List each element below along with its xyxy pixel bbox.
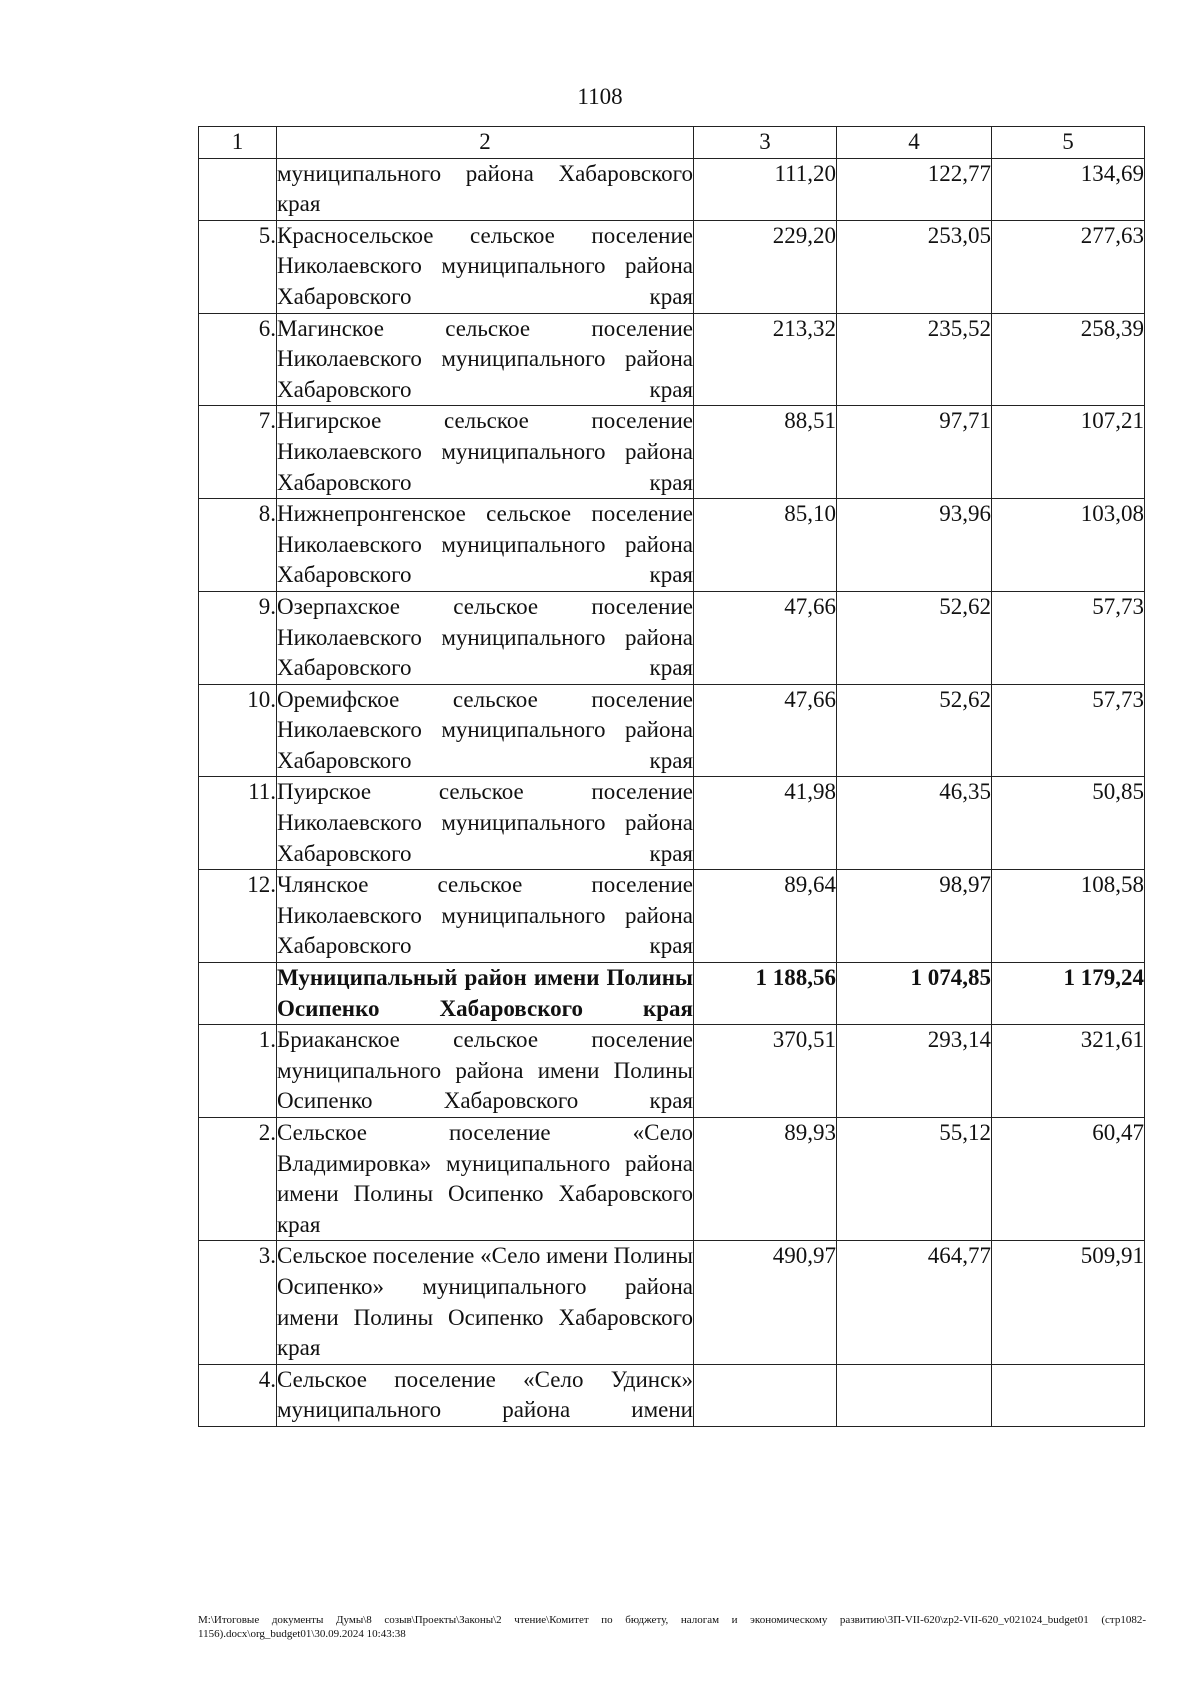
row-number: 12. bbox=[199, 870, 277, 963]
row-name: Муниципальный район имени Полины Осипенко Хабаровского края bbox=[277, 963, 694, 1025]
row-name: Сельское поселение «Село Владимировка» муниципального района имени Полины Осипенко Хабаровского края bbox=[277, 1118, 694, 1241]
row-value-col4: 93,96 bbox=[837, 499, 992, 592]
row-value-col5: 57,73 bbox=[992, 591, 1145, 684]
row-number bbox=[199, 963, 277, 1025]
row-name: Озерпахское сельское поселение Николаевского муниципального района Хабаровского края bbox=[277, 591, 694, 684]
row-value-col3: 47,66 bbox=[694, 591, 837, 684]
row-value-col5: 321,61 bbox=[992, 1025, 1145, 1118]
table-row bbox=[199, 406, 1145, 499]
row-name: Сельское поселение «Село имени Полины Осипенко» муниципального района имени Полины Осипенко Хабаровского края bbox=[277, 1241, 694, 1364]
table-header-row bbox=[199, 127, 1145, 159]
file-path-footer: M:\Итоговые документы Думы\8 созыв\Проекты\Законы\2 чтение\Комитет по бюджету, налогам и экономическому развитию\3П-VII-620\zp2-VII-620_v021024_budget01 (стр1082-1156).docx\org_budget01\30.09.2024 10:43:38 bbox=[198, 1614, 1146, 1640]
row-number: 10. bbox=[199, 684, 277, 777]
row-value-col3: 41,98 bbox=[694, 777, 837, 870]
row-name: Бриаканское сельское поселение муниципального района имени Полины Осипенко Хабаровского края bbox=[277, 1025, 694, 1118]
row-number: 9. bbox=[199, 591, 277, 684]
table-row bbox=[199, 158, 1145, 220]
row-name: Красносельское сельское поселение Николаевского муниципального района Хабаровского края bbox=[277, 220, 694, 313]
row-value-col4: 98,97 bbox=[837, 870, 992, 963]
row-value-col3 bbox=[694, 1364, 837, 1426]
budget-table bbox=[198, 126, 1145, 1427]
row-value-col3: 213,32 bbox=[694, 313, 837, 406]
table-row bbox=[199, 1118, 1145, 1241]
table-row bbox=[199, 870, 1145, 963]
table-row bbox=[199, 684, 1145, 777]
table-row bbox=[199, 1364, 1145, 1426]
header-col-3: 3 bbox=[694, 127, 837, 159]
table-row bbox=[199, 1025, 1145, 1118]
row-value-col5: 57,73 bbox=[992, 684, 1145, 777]
header-col-4: 4 bbox=[837, 127, 992, 159]
row-name: Магинское сельское поселение Николаевского муниципального района Хабаровского края bbox=[277, 313, 694, 406]
row-value-col4: 464,77 bbox=[837, 1241, 992, 1364]
row-value-col4: 97,71 bbox=[837, 406, 992, 499]
row-value-col5: 50,85 bbox=[992, 777, 1145, 870]
row-value-col3: 490,97 bbox=[694, 1241, 837, 1364]
row-name: Сельское поселение «Село Удинск» муниципального района имени bbox=[277, 1364, 694, 1426]
row-value-col4: 52,62 bbox=[837, 684, 992, 777]
row-name: Нигирское сельское поселение Николаевского муниципального района Хабаровского края bbox=[277, 406, 694, 499]
row-value-col4 bbox=[837, 1364, 992, 1426]
row-value-col3: 111,20 bbox=[694, 158, 837, 220]
row-value-col4: 52,62 bbox=[837, 591, 992, 684]
row-value-col4: 46,35 bbox=[837, 777, 992, 870]
header-col-1: 1 bbox=[199, 127, 277, 159]
row-value-col3: 89,64 bbox=[694, 870, 837, 963]
row-value-col3: 85,10 bbox=[694, 499, 837, 592]
table-row bbox=[199, 1241, 1145, 1364]
row-number: 11. bbox=[199, 777, 277, 870]
row-value-col5: 509,91 bbox=[992, 1241, 1145, 1364]
row-value-col5: 1 179,24 bbox=[992, 963, 1145, 1025]
row-value-col5: 103,08 bbox=[992, 499, 1145, 592]
row-value-col4: 235,52 bbox=[837, 313, 992, 406]
row-number: 5. bbox=[199, 220, 277, 313]
row-value-col4: 1 074,85 bbox=[837, 963, 992, 1025]
row-value-col3: 89,93 bbox=[694, 1118, 837, 1241]
row-value-col4: 293,14 bbox=[837, 1025, 992, 1118]
row-value-col3: 88,51 bbox=[694, 406, 837, 499]
table-row bbox=[199, 313, 1145, 406]
row-number: 3. bbox=[199, 1241, 277, 1364]
row-number: 8. bbox=[199, 499, 277, 592]
row-number: 7. bbox=[199, 406, 277, 499]
row-number: 2. bbox=[199, 1118, 277, 1241]
row-value-col5 bbox=[992, 1364, 1145, 1426]
row-value-col3: 1 188,56 bbox=[694, 963, 837, 1025]
table-row bbox=[199, 220, 1145, 313]
row-number: 4. bbox=[199, 1364, 277, 1426]
header-col-5: 5 bbox=[992, 127, 1145, 159]
table-row bbox=[199, 591, 1145, 684]
row-value-col4: 122,77 bbox=[837, 158, 992, 220]
row-value-col5: 277,63 bbox=[992, 220, 1145, 313]
row-number: 6. bbox=[199, 313, 277, 406]
row-name: Нижнепронгенское сельское поселение Николаевского муниципального района Хабаровского края bbox=[277, 499, 694, 592]
row-value-col4: 55,12 bbox=[837, 1118, 992, 1241]
row-value-col3: 370,51 bbox=[694, 1025, 837, 1118]
page-number: 1108 bbox=[577, 84, 623, 109]
row-name: Оремифское сельское поселение Николаевского муниципального района Хабаровского края bbox=[277, 684, 694, 777]
row-value-col3: 229,20 bbox=[694, 220, 837, 313]
row-name: Пуирское сельское поселение Николаевского муниципального района Хабаровского края bbox=[277, 777, 694, 870]
header-col-2: 2 bbox=[277, 127, 694, 159]
table-row bbox=[199, 777, 1145, 870]
row-value-col4: 253,05 bbox=[837, 220, 992, 313]
row-value-col3: 47,66 bbox=[694, 684, 837, 777]
table-row bbox=[199, 963, 1145, 1025]
row-name: муниципального района Хабаровского края bbox=[277, 158, 694, 220]
row-value-col5: 107,21 bbox=[992, 406, 1145, 499]
row-value-col5: 258,39 bbox=[992, 313, 1145, 406]
row-number bbox=[199, 158, 277, 220]
row-value-col5: 108,58 bbox=[992, 870, 1145, 963]
row-value-col5: 134,69 bbox=[992, 158, 1145, 220]
table-row bbox=[199, 499, 1145, 592]
row-value-col5: 60,47 bbox=[992, 1118, 1145, 1241]
row-number: 1. bbox=[199, 1025, 277, 1118]
row-name: Члянское сельское поселение Николаевского муниципального района Хабаровского края bbox=[277, 870, 694, 963]
